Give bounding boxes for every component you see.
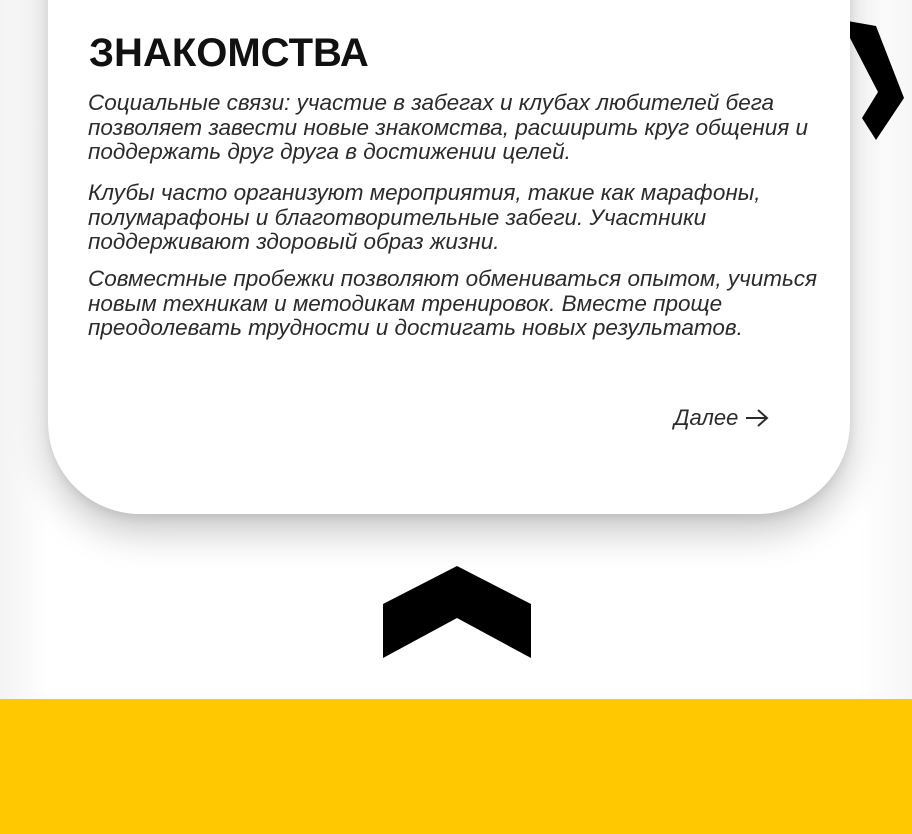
next-link-label: Далее <box>674 405 739 430</box>
card-paragraph-social: Социальные связи: участие в забегах и клубах любителей бега позволяет завести новые знакомства, расширить круг общения и поддержать друг друга в достижении целей. <box>88 90 809 164</box>
card-title: ЗНАКОМСТВА <box>89 31 369 75</box>
card-paragraph-clubs: Клубы часто организуют мероприятия, такие как марафоны, полумарафоны и благотворительные забеги. Участники поддерживают здоровый образ жизни. <box>88 180 761 254</box>
card-paragraph-training: Совместные пробежки позволяют обмениваться опытом, учиться новым техникам и методикам тренировок. Вместе проще преодолевать трудности и достигать новых результатов. <box>88 266 818 340</box>
chevron-up-icon[interactable] <box>383 566 531 658</box>
arrow-right-icon <box>744 407 770 429</box>
chevron-right-icon <box>842 20 904 140</box>
footer-band <box>0 699 912 834</box>
next-link[interactable] <box>674 405 770 431</box>
info-card <box>48 0 850 514</box>
